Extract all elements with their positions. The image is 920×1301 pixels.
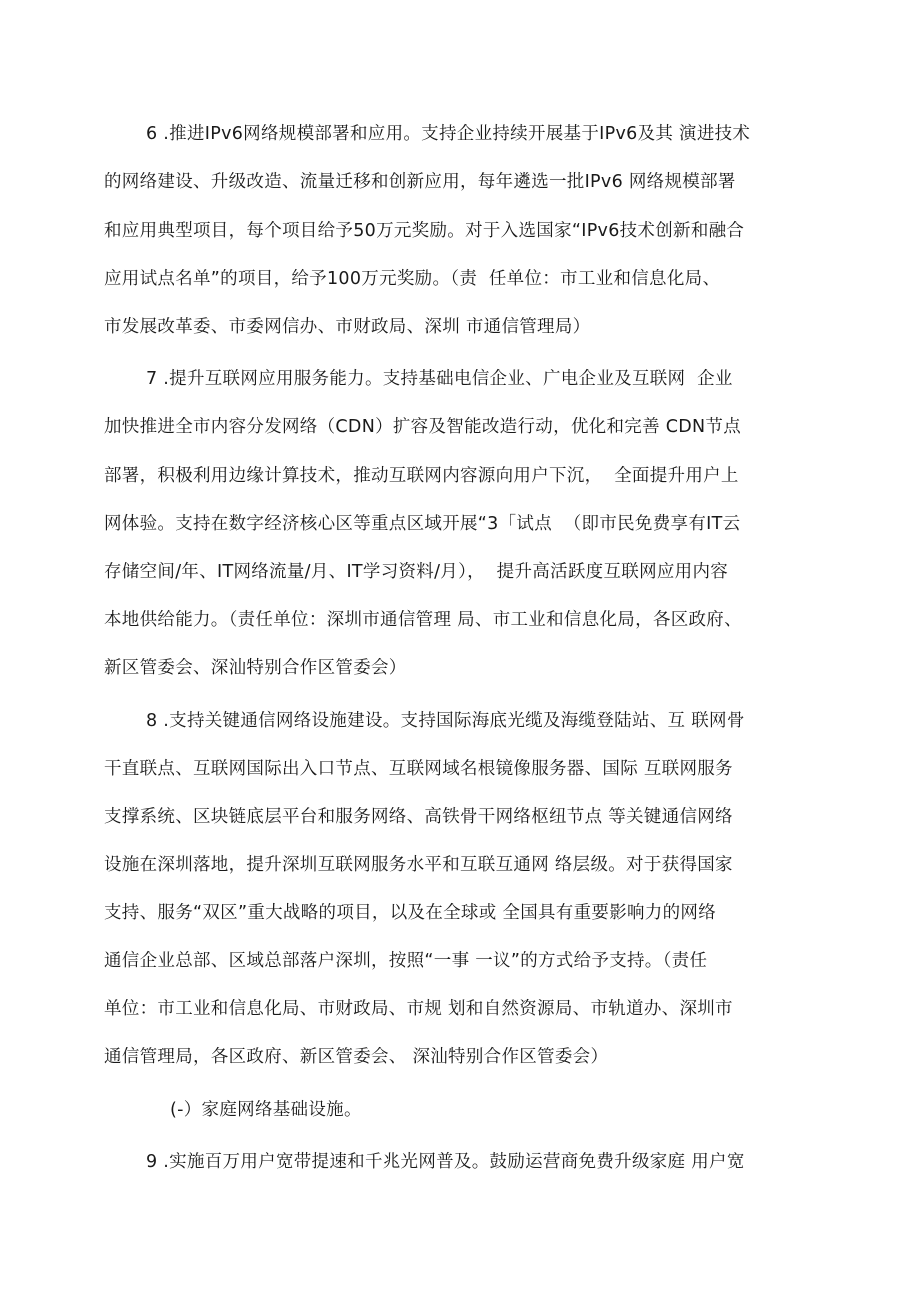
paragraph-8-line-2: 干直联点、互联网国际出入口节点、互联网域名根镜像服务器、国际 互联网服务 bbox=[104, 759, 733, 779]
paragraph-6-line-4: 应用试点名单”的项目，给予100万元奖励。（责 任单位：市工业和信息化局、 bbox=[104, 269, 721, 289]
paragraph-9-line-1: 9 .实施百万用户宽带提速和千兆光网普及。鼓励运营商免费升级家庭 用户宽 bbox=[146, 1152, 745, 1172]
paragraph-8-line-3: 支撑系统、区块链底层平台和服务网络、高铁骨干网络枢纽节点 等关键通信网络 bbox=[104, 807, 733, 827]
section-heading: (-）家庭网络基础设施。 bbox=[170, 1100, 362, 1120]
paragraph-6-line-1: 6 .推进IPv6网络规模部署和应用。支持企业持续开展基于IPv6及其 演进技术 bbox=[146, 124, 751, 144]
paragraph-6-line-2: 的网络建设、升级改造、流量迁移和创新应用，每年遴选一批IPv6 网络规模部署 bbox=[104, 172, 736, 192]
paragraph-6-line-5: 市发展改革委、市委网信办、市财政局、深圳 市通信管理局） bbox=[104, 317, 591, 337]
paragraph-8-line-4: 设施在深圳落地，提升深圳互联网服务水平和互联互通网 络层级。对于获得国家 bbox=[104, 855, 733, 875]
paragraph-8-line-8: 通信管理局，各区政府、新区管委会、 深汕特别合作区管委会） bbox=[104, 1047, 609, 1067]
paragraph-7-line-2: 加快推进全市内容分发网络（CDN）扩容及智能改造行动，优化和完善 CDN节点 bbox=[104, 417, 742, 437]
paragraph-7-line-4: 网体验。支持在数字经济核心区等重点区域开展“3「试点 （即市民免费享有IT云 bbox=[104, 514, 741, 534]
paragraph-6-line-3: 和应用典型项目，每个项目给予50万元奖励。对于入选国家“IPv6技术创新和融合 bbox=[104, 221, 745, 241]
paragraph-7-line-1: 7 .提升互联网应用服务能力。支持基础电信企业、广电企业及互联网 企业 bbox=[146, 369, 733, 389]
paragraph-8-line-6: 通信企业总部、区域总部落户深圳，按照“一事 一议”的方式给予支持。（责任 bbox=[104, 951, 708, 971]
paragraph-8-line-7: 单位：市工业和信息化局、市财政局、市规 划和自然资源局、市轨道办、深圳市 bbox=[104, 999, 733, 1019]
paragraph-7-line-3: 部署，积极利用边缘计算技术，推动互联网内容源向用户下沉， 全面提升用户上 bbox=[104, 466, 739, 486]
paragraph-7-line-7: 新区管委会、深汕特别合作区管委会） bbox=[104, 658, 407, 678]
paragraph-7-line-5: 存储空间/年、IT网络流量/月、IT学习资料/月）， 提升高活跃度互联网应用内容 bbox=[104, 562, 729, 582]
paragraph-7-line-6: 本地供给能力。（责任单位：深圳市通信管理 局、市工业和信息化局，各区政府、 bbox=[104, 610, 742, 630]
paragraph-8-line-1: 8 .支持关键通信网络设施建设。支持国际海底光缆及海缆登陆站、互 联网骨 bbox=[146, 711, 745, 731]
paragraph-8-line-5: 支持、服务“双区”重大战略的项目，以及在全球或 全国具有重要影响力的网络 bbox=[104, 903, 716, 923]
